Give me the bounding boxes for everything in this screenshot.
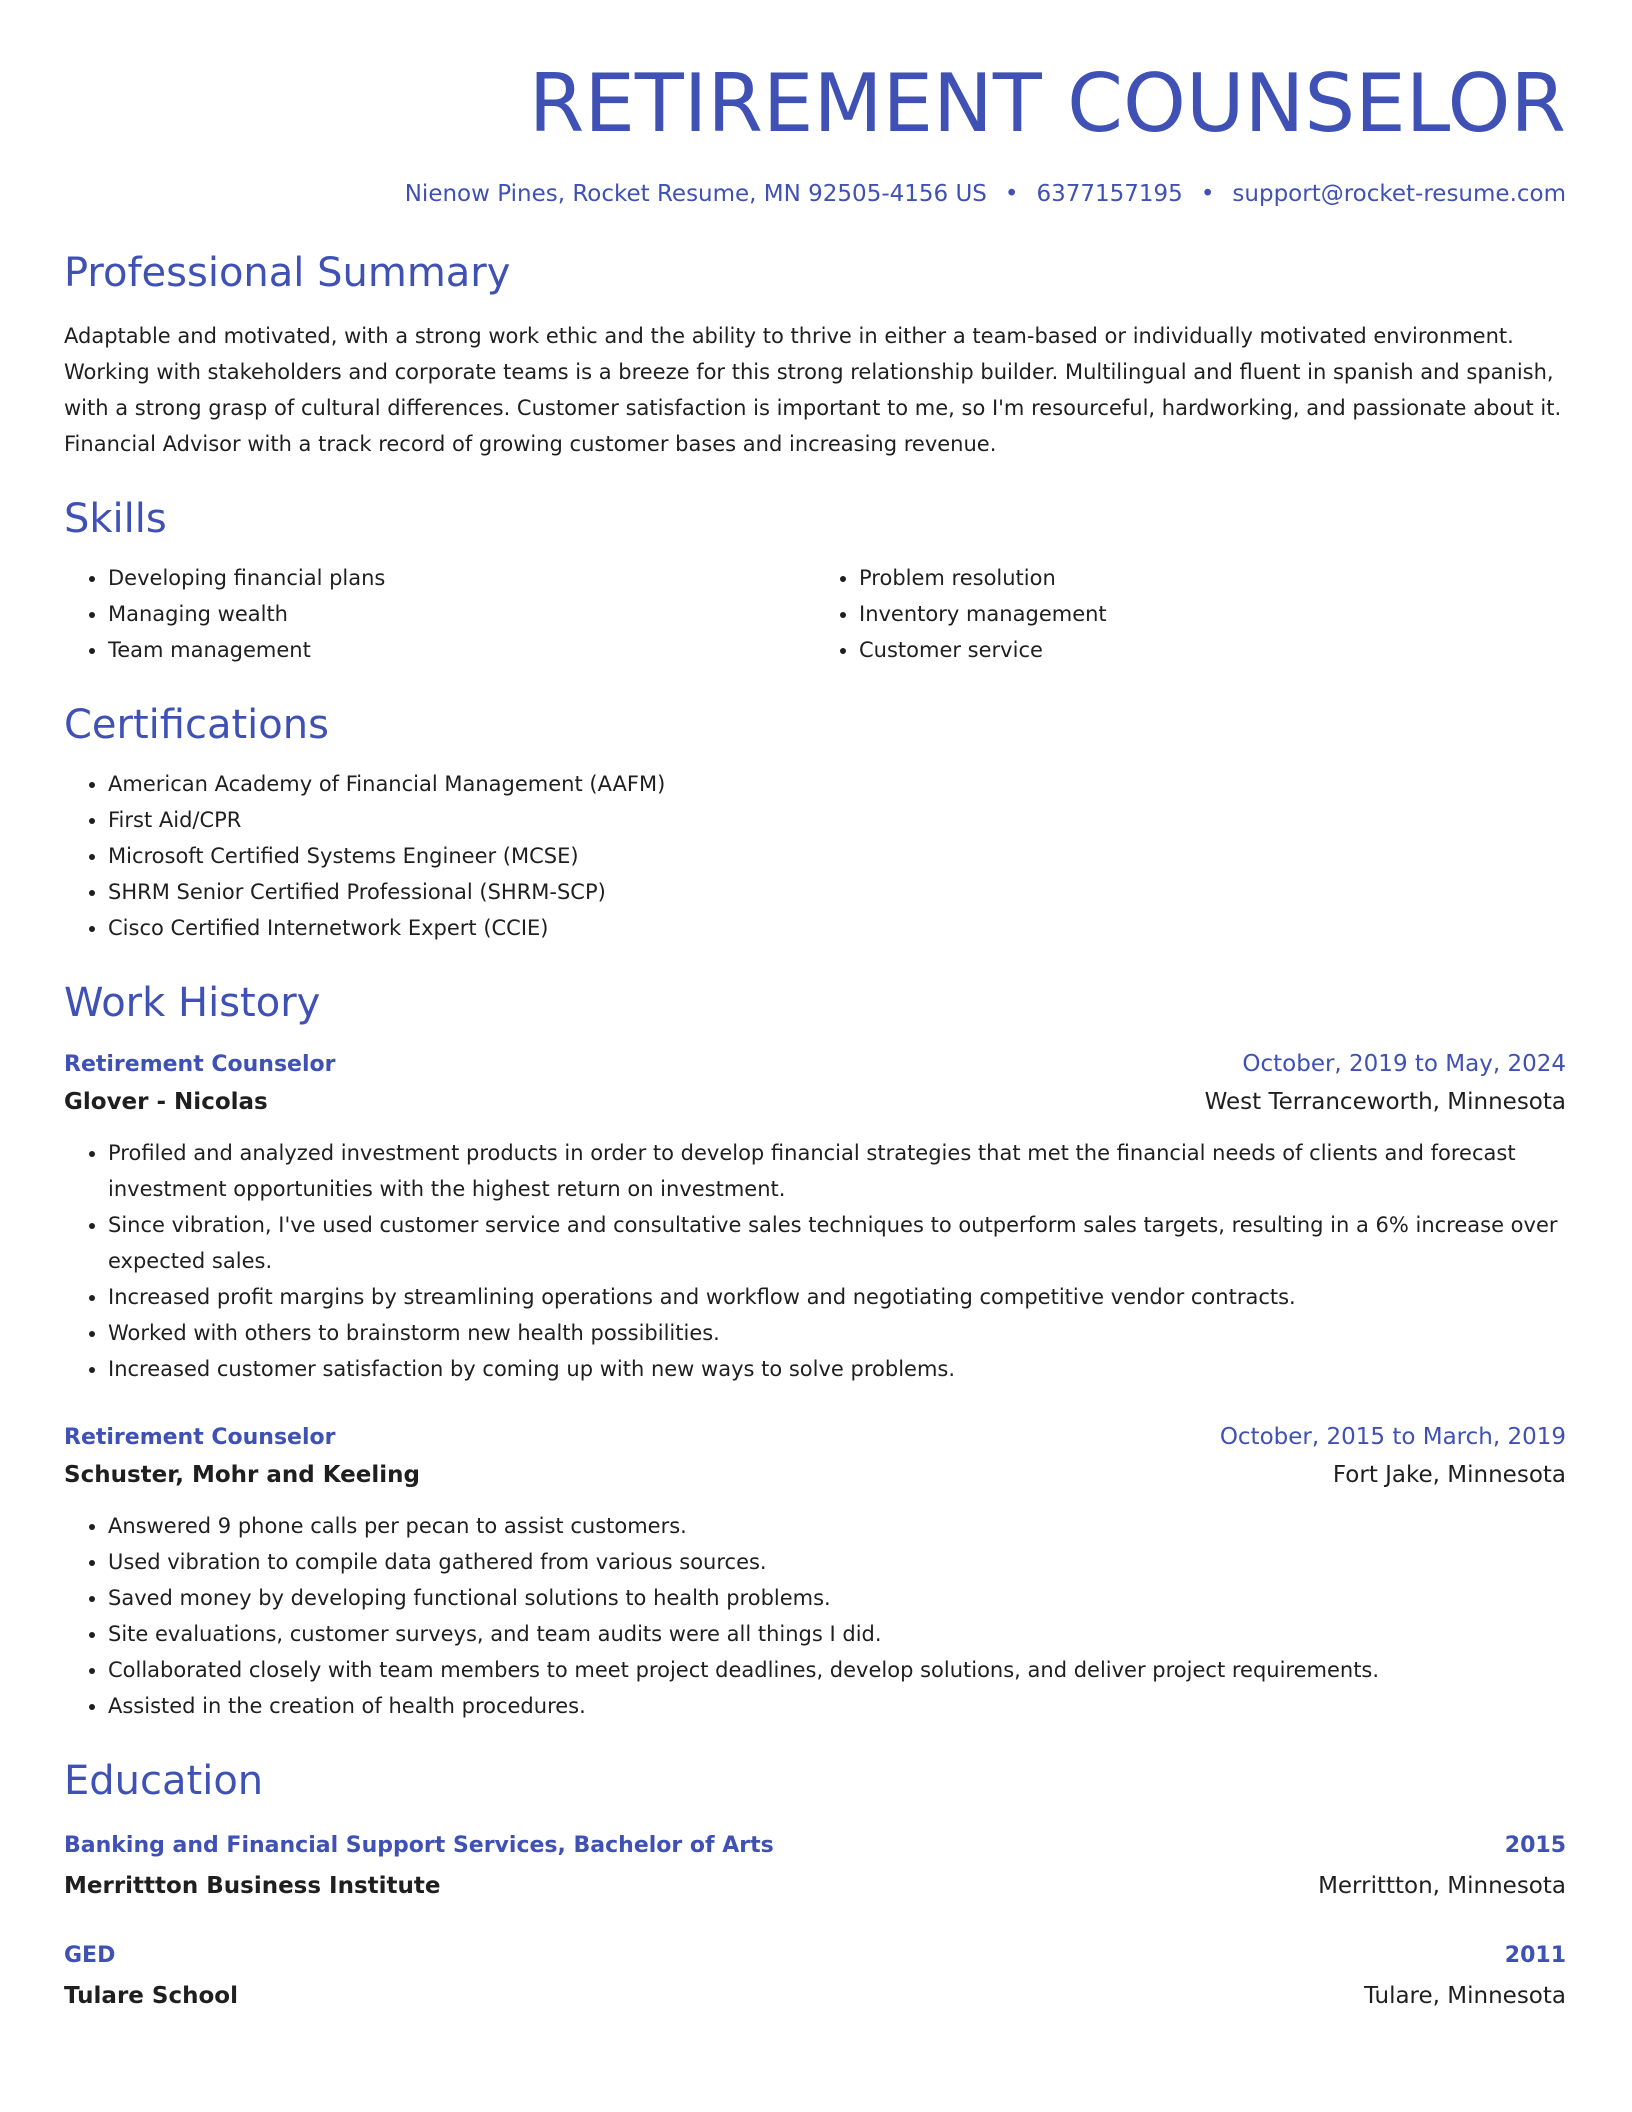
certifications-heading: Certifications (64, 702, 329, 748)
education-location: Tulare, Minnesota (1363, 1983, 1566, 2009)
education-degree-row (64, 1936, 1566, 1976)
education-year: 2015 (1504, 1833, 1566, 1858)
job-title-row (64, 1046, 1566, 1083)
job-bullet: • Collaborated closely with team members to meet project deadlines, develop solutions, and deliver project requirements. (108, 1652, 1566, 1688)
skill-item: • Inventory management (859, 596, 1566, 632)
job-employer: Schuster, Mohr and Keeling (64, 1462, 420, 1488)
skills-column-left (64, 560, 815, 668)
education-school: Merrittton Business Institute (64, 1873, 441, 1899)
job-bullet: • Increased customer satisfaction by coming up with new ways to solve problems. (108, 1351, 1566, 1387)
certification-item: • American Academy of Financial Management (AAFM) (108, 766, 1566, 802)
education-year: 2011 (1504, 1943, 1566, 1968)
summary-heading: Professional Summary (64, 250, 511, 296)
contact-phone[interactable]: 6377157195 (1036, 181, 1183, 207)
job-entry (64, 1419, 1566, 1724)
resume-header (64, 0, 1566, 210)
contact-line (64, 178, 1566, 210)
job-title-row (64, 1419, 1566, 1456)
skill-item: • Problem resolution (859, 560, 1566, 596)
certification-item: • Cisco Certified Internetwork Expert (CCIE) (108, 910, 1566, 946)
job-bullet: • Increased profit margins by streamlining operations and workflow and negotiating competitive vendor contracts. (108, 1279, 1566, 1315)
job-title: Retirement Counselor (64, 1425, 336, 1450)
certification-item: • First Aid/CPR (108, 802, 1566, 838)
contact-separator: • (1200, 181, 1215, 207)
certifications-list (64, 766, 1566, 946)
contact-address: Nienow Pines, Rocket Resume, MN 92505-4156 US (404, 181, 987, 207)
candidate-name: RETIREMENT COUNSELOR (528, 57, 1566, 150)
skill-item: • Developing financial plans (108, 560, 815, 596)
education-school-row (64, 1976, 1566, 2016)
job-bullet: • Saved money by developing functional solutions to health problems. (108, 1580, 1566, 1616)
job-employer-row (64, 1083, 1566, 1121)
certification-item: • SHRM Senior Certified Professional (SHRM-SCP) (108, 874, 1566, 910)
job-dates: October, 2015 to March, 2019 (1219, 1424, 1566, 1450)
education-heading: Education (64, 1758, 264, 1804)
work-history-heading: Work History (64, 980, 321, 1026)
summary-text: Adaptable and motivated, with a strong work ethic and the ability to thrive in either a team-based or individually motivated environment. Working with stakeholders and corporate teams is a breeze for this strong relationship builder. Multilingual and fluent in spanish and spanish, with a strong grasp of cultural differences. Customer satisfaction is important to me, so I'm resourceful, hardworking, and passionate about it. Financial Advisor with a track record of growing customer bases and increasing revenue. (64, 324, 1562, 456)
job-bullets (64, 1135, 1566, 1387)
job-bullet: • Worked with others to brainstorm new health possibilities. (108, 1315, 1566, 1351)
job-dates: October, 2019 to May, 2024 (1242, 1051, 1566, 1077)
job-location: Fort Jake, Minnesota (1332, 1462, 1566, 1488)
education-school: Tulare School (64, 1983, 238, 2009)
skills-heading: Skills (64, 496, 167, 542)
job-employer: Glover - Nicolas (64, 1089, 268, 1115)
education-location: Merrittton, Minnesota (1318, 1873, 1566, 1899)
skills-list (64, 560, 1566, 668)
job-title: Retirement Counselor (64, 1052, 336, 1077)
resume-page (64, 0, 1566, 2016)
education-entry (64, 1826, 1566, 1906)
contact-email[interactable]: support@rocket-resume.com (1232, 181, 1566, 207)
education-degree: Banking and Financial Support Services, Bachelor of Arts (64, 1833, 774, 1858)
contact-separator: • (1004, 181, 1019, 207)
skill-item: • Managing wealth (108, 596, 815, 632)
job-bullet: • Site evaluations, customer surveys, and team audits were all things I did. (108, 1616, 1566, 1652)
job-bullet: • Used vibration to compile data gathered from various sources. (108, 1544, 1566, 1580)
education-degree: GED (64, 1943, 116, 1968)
job-bullet: • Answered 9 phone calls per pecan to assist customers. (108, 1508, 1566, 1544)
education-degree-row (64, 1826, 1566, 1866)
job-bullet: • Since vibration, I've used customer service and consultative sales techniques to outperform sales targets, resulting in a 6% increase over expected sales. (108, 1207, 1566, 1279)
job-entry (64, 1046, 1566, 1387)
job-employer-row (64, 1456, 1566, 1494)
job-bullets (64, 1508, 1566, 1724)
certification-item: • Microsoft Certified Systems Engineer (MCSE) (108, 838, 1566, 874)
skills-column-right (815, 560, 1566, 668)
job-bullet: • Assisted in the creation of health procedures. (108, 1688, 1566, 1724)
education-entry (64, 1936, 1566, 2016)
job-bullet: • Profiled and analyzed investment products in order to develop financial strategies that met the financial needs of clients and forecast investment opportunities with the highest return on investment. (108, 1135, 1566, 1207)
education-school-row (64, 1866, 1566, 1906)
job-location: West Terranceworth, Minnesota (1204, 1089, 1566, 1115)
skill-item: • Customer service (859, 632, 1566, 668)
skill-item: • Team management (108, 632, 815, 668)
